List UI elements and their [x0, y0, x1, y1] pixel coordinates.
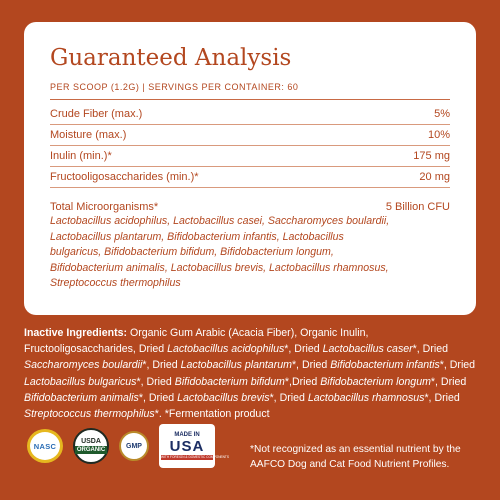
organism-name: Lactobacillus acidophilus — [167, 343, 285, 356]
organism-name: Lactobacillus brevis — [177, 391, 270, 404]
organism-name: Bifidobacterium bifidum — [174, 375, 285, 388]
aafco-footnote: *Not recognized as an essential nutrient by the AAFCO Dog and Cat Food Nutrient Profiles. — [250, 444, 461, 470]
guaranteed-analysis-card — [24, 22, 476, 315]
row-value: 10% — [427, 129, 450, 141]
total-label: Total Microorganisms* — [50, 201, 159, 213]
made-in-usa-icon — [159, 424, 230, 468]
certification-badges — [27, 415, 257, 477]
organism-name: Lactobacillus caser — [322, 343, 413, 356]
row-label: Inulin (min.)* — [50, 150, 112, 162]
usa-sub-label: WITH FOREIGN & DOMESTIC COMPONENTS — [161, 455, 230, 459]
usda-label: USDA — [81, 438, 101, 445]
organism-list: Lactobacillus acidophilus, Lactobacillus casei, Saccharomyces boulardii, Lactobacillus plantarum, Bifidobacterium infantis, Lactobacillus bulgaricus, Bifidobacterium bifidum, Bifidobacterium longum, Bifidobacterium animalis, Lactobacillus brevis, Lactobacillus rhamnosus, Streptococcus thermophilus — [50, 215, 390, 290]
analysis-row — [50, 146, 450, 167]
analysis-row — [50, 104, 450, 125]
ingredient-text: *, Dried — [291, 359, 331, 372]
organism-name: Lactobacillus plantarum — [180, 359, 292, 372]
gmp-seal-icon — [119, 431, 149, 461]
analysis-title: Guaranteed Analysis — [50, 45, 292, 71]
ingredient-text: *, Dried — [142, 359, 181, 372]
ingredient-text: *,Dried — [284, 375, 321, 388]
total-value: 5 Billion CFU — [385, 201, 450, 213]
nasc-label: NASC — [33, 441, 57, 451]
ingredient-text: *, Dried — [138, 391, 178, 404]
nasc-seal-icon — [27, 429, 63, 463]
ingredient-text: *. *Fermentation product — [154, 408, 270, 421]
ingredient-text: Organic Gum Arabic (Acacia Fiber), Organic Inulin, Fructooligosaccharides, Dried — [24, 327, 369, 356]
analysis-row — [50, 167, 450, 188]
gmp-label: GMP — [126, 442, 142, 450]
ingredient-text: *, Dried — [284, 343, 323, 356]
row-value: 5% — [434, 108, 450, 120]
row-label: Crude Fiber (max.) — [50, 108, 143, 120]
ingredient-text: *, Dried — [424, 391, 460, 404]
row-label: Fructooligosaccharides (min.)* — [50, 171, 199, 183]
inactive-list — [24, 327, 475, 420]
analysis-subtitle: PER SCOOP (1.2G) | SERVINGS PER CONTAINER: 60 — [50, 82, 299, 92]
organism-name: Lactobacillus rhamnosus — [307, 391, 425, 404]
organic-label: ORGANIC — [76, 447, 106, 453]
usda-organic-seal-icon — [73, 428, 109, 464]
ingredient-text: *, Dried — [430, 375, 467, 388]
organism-name: Streptococcus thermophilus — [24, 408, 155, 421]
inactive-ingredients — [24, 325, 482, 422]
total-microorganisms-row — [50, 201, 450, 213]
ingredient-text: *, Dried — [136, 375, 175, 388]
analysis-row — [50, 125, 450, 146]
ingredient-text: *, Dried — [439, 359, 476, 372]
organism-name: Bifidobacterium animalis — [24, 391, 139, 404]
inactive-heading: Inactive Ingredients: — [24, 327, 128, 339]
organism-name: Saccharomyces boulardii — [24, 359, 143, 372]
divider — [50, 99, 450, 100]
row-label: Moisture (max.) — [50, 129, 127, 141]
row-value: 20 mg — [419, 171, 450, 183]
ingredient-text: *, Dried — [269, 391, 308, 404]
organism-name: Lactobacillus bulgaricus — [24, 375, 137, 388]
usa-label: USA — [169, 438, 205, 455]
organism-name: Bifidobacterium longum — [320, 375, 431, 388]
row-value: 175 mg — [413, 150, 450, 162]
made-in-label: MADE IN — [174, 432, 200, 438]
ingredient-text: *, Dried — [412, 343, 448, 356]
organism-name: Bifidobacterium infantis — [330, 359, 440, 372]
